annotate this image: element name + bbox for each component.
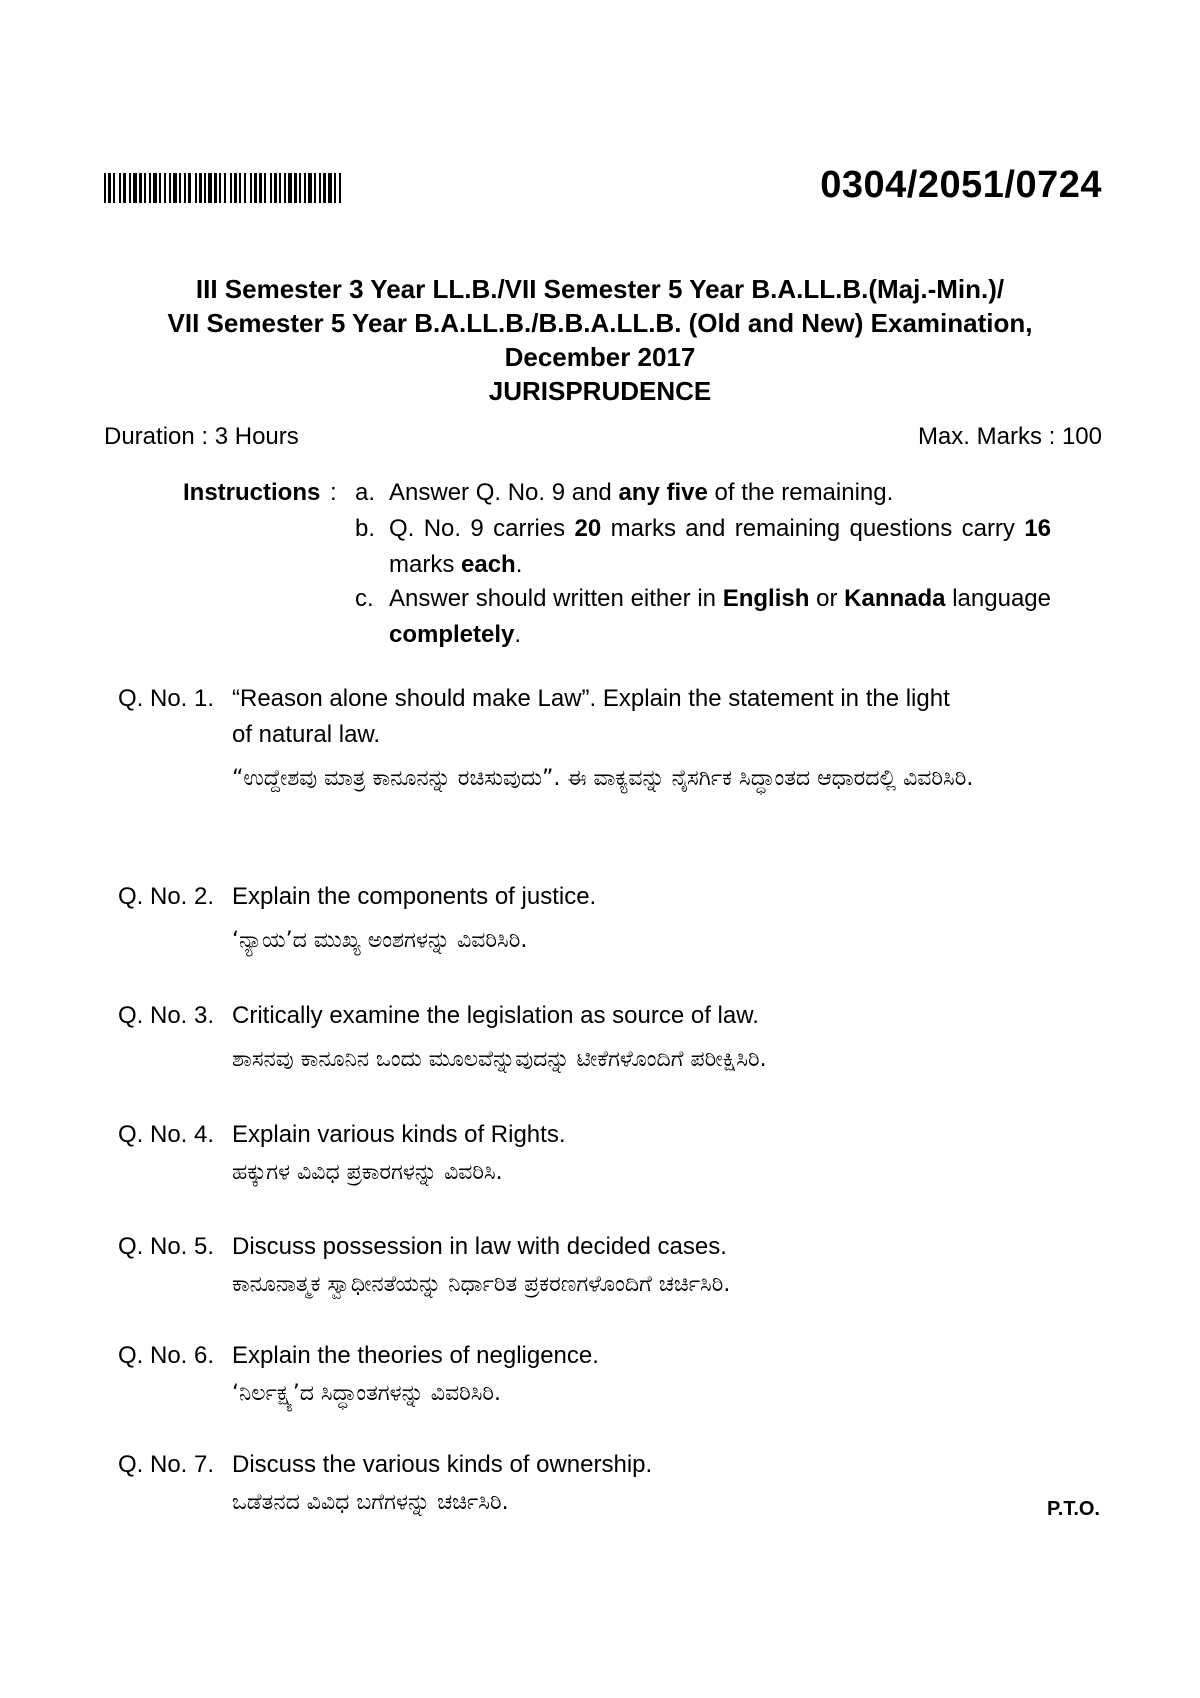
- instruction-text-part: Answer Q. No. 9 and: [389, 479, 619, 506]
- instruction-text-part: or: [809, 585, 845, 612]
- exam-title-block: [100, 272, 1100, 408]
- max-marks: Max. Marks : 100: [917, 423, 1102, 450]
- instruction-text-part: marks and remaining questions carry: [601, 515, 1025, 542]
- exam-title-line-1: III Semester 3 Year LL.B./VII Semester 5 Year B.A.LL.B.(Maj.-Min.)/: [195, 274, 1005, 304]
- instruction-text-emphasis: completely: [389, 621, 515, 648]
- instruction-text-part: marks: [389, 551, 461, 578]
- subject-title: JURISPRUDENCE: [488, 376, 712, 406]
- question-text-english: Explain the components of justice.: [232, 883, 597, 910]
- question-number: Q. No. 5.: [118, 1233, 215, 1260]
- instruction-text-part: Q. No. 9 carries: [389, 515, 575, 542]
- instruction-text-emphasis: English: [722, 585, 810, 612]
- question-text-kannada: “ಉದ್ದೇಶವು ಮಾತ್ರ ಕಾನೂನನ್ನು ರಚಿಸುವುದು”. ಈ ವಾಕ್ಯವನ್ನು ನೈಸರ್ಗಿಕ ಸಿದ್ಧಾಂತದ ಆಧಾರದಲ್ಲಿ ವಿವರಿಸಿರಿ.: [232, 766, 974, 791]
- instruction-label: c.: [355, 585, 374, 612]
- question-text-english: Explain the theories of negligence.: [232, 1342, 599, 1369]
- instruction-text-emphasis: 20: [574, 515, 602, 542]
- instruction-text: [389, 581, 1051, 653]
- instruction-text-part: .: [514, 621, 522, 648]
- question-text-english: Discuss possession in law with decided cases.: [232, 1233, 727, 1260]
- instruction-text-emphasis: Kannada: [844, 585, 946, 612]
- question-number: Q. No. 7.: [118, 1451, 215, 1478]
- question-text-english: Critically examine the legislation as source of law.: [232, 1002, 759, 1029]
- question-text-english: Discuss the various kinds of ownership.: [232, 1451, 653, 1478]
- please-turn-over: P.T.O.: [1047, 1498, 1100, 1520]
- question-text-kannada: ‘ನ್ಯಾಯ’ದ ಮುಖ್ಯ ಅಂಶಗಳನ್ನು ವಿವರಿಸಿರಿ.: [232, 928, 528, 953]
- instruction-text: [389, 475, 1051, 511]
- instructions-colon: :: [330, 479, 337, 506]
- question-text-kannada: ಹಕ್ಕುಗಳ ವಿವಿಧ ಪ್ರಕಾರಗಳನ್ನು ವಿವರಿಸಿ.: [232, 1160, 503, 1185]
- instruction-text-emphasis: any five: [618, 479, 708, 506]
- instruction-text-emphasis: each: [461, 551, 516, 578]
- instruction-text-part: of the remaining.: [707, 479, 894, 506]
- barcode: [104, 173, 422, 203]
- instruction-text-part: language: [945, 585, 1051, 612]
- paper-code: 0304/2051/0724: [820, 164, 1102, 206]
- instruction-text-part: Answer should written either in: [389, 585, 723, 612]
- instruction-text-part: .: [515, 551, 523, 578]
- instruction-text: [389, 511, 1051, 583]
- question-text-kannada: ಶಾಸನವು ಕಾನೂನಿನ ಒಂದು ಮೂಲವೆನ್ನುವುದನ್ನು ಟೀಕೆಗಳೊಂದಿಗೆ ಪರೀಕ್ಷಿಸಿರಿ.: [232, 1047, 767, 1072]
- question-text-english: Explain various kinds of Rights.: [232, 1121, 566, 1148]
- instruction-label: a.: [355, 479, 376, 506]
- duration: Duration : 3 Hours: [104, 423, 299, 450]
- exam-title-line-3: December 2017: [504, 342, 696, 372]
- meta-row: [104, 423, 1102, 451]
- exam-title-line-2: VII Semester 5 Year B.A.LL.B./B.B.A.LL.B. (Old and New) Examination,: [167, 308, 1033, 338]
- barcode-bar: [341, 173, 343, 203]
- question-number: Q. No. 2.: [118, 883, 215, 910]
- question-text-kannada: ಕಾನೂನಾತ್ಮಕ ಸ್ವಾಧೀನತೆಯನ್ನು ನಿರ್ಧಾರಿತ ಪ್ರಕರಣಗಳೊಂದಿಗೆ ಚರ್ಚಿಸಿರಿ.: [232, 1272, 731, 1297]
- question-number: Q. No. 4.: [118, 1121, 215, 1148]
- instruction-label: b.: [355, 515, 376, 542]
- question-number: Q. No. 3.: [118, 1002, 215, 1029]
- question-text-english: “Reason alone should make Law”. Explain the statement in the light of natural law.: [232, 685, 950, 748]
- question-number: Q. No. 6.: [118, 1342, 215, 1369]
- question-text-kannada: ಒಡೆತನದ ವಿವಿಧ ಬಗೆಗಳನ್ನು ಚರ್ಚಿಸಿರಿ.: [232, 1490, 509, 1515]
- instructions-heading: Instructions: [183, 479, 321, 506]
- instruction-text-emphasis: 16: [1024, 515, 1051, 542]
- question-number: Q. No. 1.: [118, 685, 215, 712]
- question-text-kannada: ‘ನಿರ್ಲಕ್ಷ್ಯ’ದ ಸಿದ್ಧಾಂತಗಳನ್ನು ವಿವರಿಸಿರಿ.: [232, 1381, 502, 1406]
